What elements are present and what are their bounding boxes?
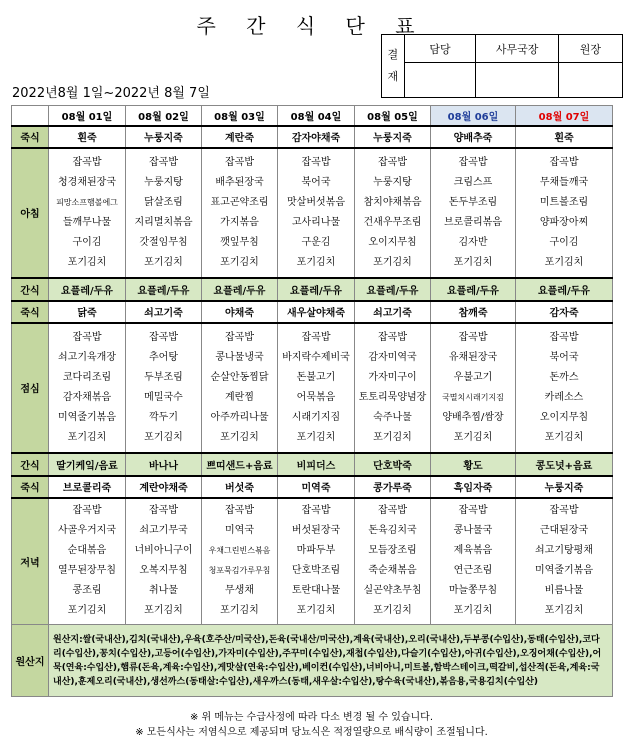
menu-item: 잡곡밥 [301, 331, 331, 343]
approval-box [381, 34, 623, 98]
dinner-juk-row [12, 476, 613, 498]
menu-item: 우채그린빈스볶음 [208, 546, 271, 556]
menu-item: 잡곡밥 [149, 156, 178, 168]
lunch-cell [202, 323, 278, 453]
menu-item: 깍두기 [149, 411, 178, 423]
menu-period: 2022년8월 1일~2022년 8월 7일 [12, 86, 210, 101]
category-label: 간식 [12, 453, 49, 476]
menu-item: 포기김치 [67, 605, 107, 617]
menu-item: 건새우무조림 [363, 216, 422, 228]
menu-item: 잡곡밥 [225, 156, 254, 168]
menu-item: 돈불고기 [296, 371, 336, 383]
menu-item: 콩나물냉국 [215, 351, 264, 363]
menu-item: 잡곡밥 [225, 331, 254, 343]
juk-cell: 참깨죽 [431, 301, 516, 323]
menu-item: 국멸치시래기지짐 [442, 392, 504, 402]
category-label: 죽식 [12, 126, 49, 148]
menu-item: 포기김치 [220, 431, 259, 443]
notes [0, 710, 623, 740]
menu-item: 누룽지탕 [373, 176, 412, 188]
menu-item: 미트볼조림 [539, 196, 589, 208]
lunch-cell [516, 323, 613, 453]
juk-cell: 야채죽 [202, 301, 278, 323]
menu-item: 북어국 [549, 351, 579, 363]
menu-item: 포기김치 [373, 256, 412, 268]
menu-item: 포기김치 [296, 431, 336, 443]
menu-item: 참치야채볶음 [363, 196, 422, 208]
menu-item: 잡곡밥 [458, 505, 488, 517]
menu-item: 숙주나물 [373, 411, 412, 423]
menu-item: 포기김치 [144, 605, 183, 617]
snack-cell: 요플레/두유 [202, 278, 278, 301]
menu-item: 돈두부조림 [448, 196, 498, 208]
menu-item: 포기김치 [544, 256, 584, 268]
menu-item: 추어탕 [149, 351, 178, 363]
menu-item: 쇠고기무국 [139, 525, 188, 537]
juk-cell: 계란죽 [202, 126, 278, 148]
menu-item: 포기김치 [373, 605, 412, 617]
menu-item: 포기김치 [453, 605, 493, 617]
snack-cell: 요플레/두유 [49, 278, 126, 301]
menu-item: 돈까스 [549, 371, 579, 383]
menu-item: 오이지무침 [539, 411, 589, 423]
menu-item: 마늘쫑무침 [448, 585, 498, 597]
breakfast-cell [516, 148, 613, 278]
corner-cell [12, 106, 49, 126]
category-label: 아침 [12, 148, 49, 278]
juk-cell: 감자죽 [516, 301, 613, 323]
snack-cell: 요플레/두유 [278, 278, 355, 301]
menu-item: 우불고기 [453, 371, 493, 383]
menu-item: 콩조림 [72, 585, 102, 597]
juk-cell: 쇠고기죽 [126, 301, 202, 323]
menu-item: 모듬장조림 [368, 545, 417, 557]
menu-item: 비름나물 [544, 585, 584, 597]
snack-cell: 비피더스 [278, 453, 355, 476]
menu-item: 실곤약초무침 [363, 585, 422, 597]
snack-cell: 바나나 [126, 453, 202, 476]
menu-item: 포기김치 [544, 431, 584, 443]
menu-item: 북어국 [301, 176, 331, 188]
menu-item: 콩나물국 [453, 525, 493, 537]
dinner-cell [516, 498, 613, 625]
menu-item: 고사리나물 [291, 216, 341, 228]
breakfast-cell [202, 148, 278, 278]
menu-item: 순살안동찜닭 [210, 371, 269, 383]
dinner-cell [202, 498, 278, 625]
approval-header-secretary: 사무국장 [476, 35, 558, 63]
menu-item: 청포묵김가루무침 [208, 566, 271, 576]
approval-side-label: 결 재 [382, 35, 405, 98]
day-header-sunday: 08월 07일 [516, 106, 613, 126]
menu-item: 시래기지짐 [291, 411, 341, 423]
menu-item: 유채된장국 [448, 351, 498, 363]
menu-item: 토토리묵양념장 [358, 391, 427, 403]
menu-item: 두부조림 [144, 371, 183, 383]
menu-item: 포기김치 [67, 256, 107, 268]
snack-cell: 콩도넛+음료 [516, 453, 613, 476]
day-header: 08월 02일 [126, 106, 202, 126]
category-label: 죽식 [12, 301, 49, 323]
approval-sign-director[interactable] [558, 63, 622, 98]
category-label: 죽식 [12, 476, 49, 498]
menu-item: 들깨무나물 [62, 216, 112, 228]
menu-item: 포기김치 [220, 256, 259, 268]
menu-item: 맛살버섯볶음 [287, 196, 345, 208]
juk-cell: 닭죽 [49, 301, 126, 323]
menu-item: 누룽지탕 [144, 176, 183, 188]
menu-item: 오복지무침 [139, 565, 188, 577]
menu-item: 미역줄기볶음 [535, 565, 593, 577]
juk-cell: 버섯죽 [202, 476, 278, 498]
juk-cell: 감자야채죽 [278, 126, 355, 148]
day-header: 08월 01일 [49, 106, 126, 126]
menu-item: 갓절임무침 [139, 236, 188, 248]
menu-item: 포기김치 [220, 605, 259, 617]
origin-text: 원산지:쌀(국내산),김치(국내산),우육(호주산/미국산),돈육(국내산/미국산),계육(국내산),오리(국내산),두부콩(수입산),동태(수입산),코다리(수입산),꽁치(수입산),고등어(수입산),가자미(수입산),주꾸미(수입산),재첩(수입산),다슬기(수입산),아귀(수입산),오징어채(수입산),어묵(연육:수입산),햄류(돈육,계육:수입산),게맛살(연육:수입산),베이컨(수입산),너비아니,미트볼,함박스테이크,떡갈비,섭산적(돈육,계육:국내산),훈제오리(국내산),생선까스(동태살:수입산),새우까스(동태,새우살:수입산),탕수육(국내산),볶음용,국용김치(수입산) [49, 625, 613, 697]
menu-item: 잡곡밥 [301, 505, 331, 517]
dinner-row [12, 498, 613, 625]
day-header: 08월 04일 [278, 106, 355, 126]
menu-item: 잡곡밥 [458, 156, 488, 168]
menu-item: 구이김 [72, 236, 102, 248]
juk-cell: 계란야채죽 [126, 476, 202, 498]
dinner-cell [355, 498, 431, 625]
day-header: 08월 05일 [355, 106, 431, 126]
breakfast-juk-row [12, 126, 613, 148]
origin-row [12, 625, 613, 697]
breakfast-cell [431, 148, 516, 278]
category-label: 원산지 [12, 625, 49, 697]
menu-item: 계란찜 [225, 391, 254, 403]
juk-cell: 흑임자죽 [431, 476, 516, 498]
snack-cell: 요플레/두유 [355, 278, 431, 301]
juk-cell: 누룽지죽 [516, 476, 613, 498]
menu-item: 표고곤약조림 [210, 196, 269, 208]
menu-item: 포기김치 [296, 605, 336, 617]
breakfast-row [12, 148, 613, 278]
menu-item: 잡곡밥 [72, 505, 102, 517]
menu-item: 오이지무침 [368, 236, 417, 248]
menu-item: 버섯된장국 [291, 525, 341, 537]
menu-item: 연근조림 [453, 565, 493, 577]
menu-item: 열무된장무침 [58, 565, 116, 577]
menu-item: 지리멸치볶음 [134, 216, 193, 228]
menu-item: 피망소프햄볼에그 [56, 197, 118, 207]
menu-item: 잡곡밥 [301, 156, 331, 168]
menu-item: 포기김치 [296, 256, 336, 268]
menu-item: 감자채볶음 [62, 391, 112, 403]
menu-item: 배추된장국 [215, 176, 264, 188]
snack-cell: 황도 [431, 453, 516, 476]
menu-item: 잡곡밥 [378, 331, 407, 343]
dinner-cell [431, 498, 516, 625]
menu-item: 마파두부 [296, 545, 336, 557]
lunch-row [12, 323, 613, 453]
juk-cell: 미역죽 [278, 476, 355, 498]
juk-cell: 누룽지죽 [126, 126, 202, 148]
lunch-cell [126, 323, 202, 453]
note-line: ※ 모든식사는 저염식으로 제공되며 당뇨식은 적정열량으로 배식량이 조절됩니다. [135, 727, 488, 738]
menu-item: 닭살조림 [144, 196, 183, 208]
menu-item: 감자미역국 [368, 351, 417, 363]
category-label: 간식 [12, 278, 49, 301]
menu-item: 포기김치 [144, 256, 183, 268]
category-label: 저녁 [12, 498, 49, 625]
menu-item: 무생채 [225, 585, 254, 597]
menu-item: 돈육김치국 [368, 525, 417, 537]
menu-item: 잡곡밥 [72, 331, 102, 343]
snack-cell: 단호박죽 [355, 453, 431, 476]
menu-item: 잡곡밥 [149, 505, 178, 517]
morning-snack-row [12, 278, 613, 301]
page-title: 주 간 식 단 표 [196, 14, 427, 38]
weekly-menu-table [11, 105, 613, 697]
menu-item: 잡곡밥 [549, 156, 579, 168]
menu-item: 순대볶음 [67, 545, 107, 557]
breakfast-cell [355, 148, 431, 278]
menu-item: 구이김 [549, 236, 579, 248]
menu-item: 단호박조림 [291, 565, 341, 577]
lunch-cell [49, 323, 126, 453]
menu-item: 쇠고기탕평채 [535, 545, 593, 557]
dinner-cell [278, 498, 355, 625]
menu-item: 사골우거지국 [58, 525, 116, 537]
menu-item: 바지락수제비국 [282, 351, 350, 363]
menu-item: 잡곡밥 [378, 505, 407, 517]
menu-item: 포기김치 [453, 256, 493, 268]
menu-item: 무채들깨국 [539, 176, 589, 188]
menu-item: 근대된장국 [539, 525, 589, 537]
juk-cell: 흰죽 [516, 126, 613, 148]
dinner-cell [126, 498, 202, 625]
afternoon-snack-row [12, 453, 613, 476]
menu-item: 포기김치 [67, 431, 107, 443]
menu-item: 포기김치 [453, 431, 493, 443]
menu-item: 잡곡밥 [72, 156, 102, 168]
snack-cell: 딸기케잌/음료 [49, 453, 126, 476]
approval-header-staff: 담당 [404, 35, 476, 63]
menu-item: 양파장아찌 [539, 216, 589, 228]
menu-item: 잡곡밥 [225, 505, 254, 517]
menu-item: 토란대나물 [291, 585, 341, 597]
menu-item: 구운김 [301, 236, 331, 248]
lunch-cell [355, 323, 431, 453]
approval-header-director: 원장 [558, 35, 622, 63]
breakfast-cell [126, 148, 202, 278]
menu-item: 메밀국수 [144, 391, 183, 403]
menu-item: 쇠고기육개장 [58, 351, 116, 363]
menu-item: 잡곡밥 [378, 156, 407, 168]
juk-cell: 쇠고기죽 [355, 301, 431, 323]
category-label: 점심 [12, 323, 49, 453]
juk-cell: 누룽지죽 [355, 126, 431, 148]
lunch-cell [431, 323, 516, 453]
menu-item: 양배추찜/쌈장 [442, 411, 504, 423]
menu-item: 청경채된장국 [58, 176, 116, 188]
snack-cell: 요플레/두유 [516, 278, 613, 301]
menu-item: 가자미구이 [368, 371, 417, 383]
menu-item: 코다리조림 [62, 371, 112, 383]
menu-item: 크림스프 [453, 176, 493, 188]
menu-item: 미역국 [225, 525, 254, 537]
snack-cell: 쁘띠샌드+음료 [202, 453, 278, 476]
menu-item: 아주까리나물 [210, 411, 269, 423]
menu-item: 취나물 [149, 585, 178, 597]
snack-cell: 요플레/두유 [126, 278, 202, 301]
menu-item: 너비아니구이 [134, 545, 193, 557]
menu-item: 잡곡밥 [549, 505, 579, 517]
menu-item: 제육볶음 [453, 545, 493, 557]
menu-item: 가지볶음 [220, 216, 259, 228]
note-line: ※ 위 메뉴는 수급사정에 따라 다소 변경 될 수 있습니다. [189, 712, 434, 723]
approval-sign-secretary[interactable] [476, 63, 558, 98]
juk-cell: 양배추죽 [431, 126, 516, 148]
menu-item: 김자반 [458, 236, 488, 248]
menu-item: 잡곡밥 [549, 331, 579, 343]
lunch-cell [278, 323, 355, 453]
approval-sign-staff[interactable] [404, 63, 476, 98]
menu-item: 잡곡밥 [458, 331, 488, 343]
snack-cell: 요플레/두유 [431, 278, 516, 301]
menu-item: 미역줄기볶음 [58, 411, 116, 423]
menu-item: 잡곡밥 [149, 331, 178, 343]
lunch-juk-row [12, 301, 613, 323]
dinner-cell [49, 498, 126, 625]
day-header: 08월 03일 [202, 106, 278, 126]
breakfast-cell [49, 148, 126, 278]
menu-item: 포기김치 [373, 431, 412, 443]
day-header-saturday: 08월 06일 [431, 106, 516, 126]
juk-cell: 흰죽 [49, 126, 126, 148]
breakfast-cell [278, 148, 355, 278]
juk-cell: 콩가루죽 [355, 476, 431, 498]
menu-item: 깻잎무침 [220, 236, 259, 248]
juk-cell: 브로콜리죽 [49, 476, 126, 498]
menu-item: 죽순채볶음 [368, 565, 417, 577]
juk-cell: 새우살야채죽 [278, 301, 355, 323]
day-header-row [12, 106, 613, 126]
menu-item: 브로콜리볶음 [444, 216, 502, 228]
menu-item: 포기김치 [544, 605, 584, 617]
menu-item: 카레소스 [544, 391, 584, 403]
menu-item: 어묵볶음 [296, 391, 336, 403]
menu-item: 포기김치 [144, 431, 183, 443]
